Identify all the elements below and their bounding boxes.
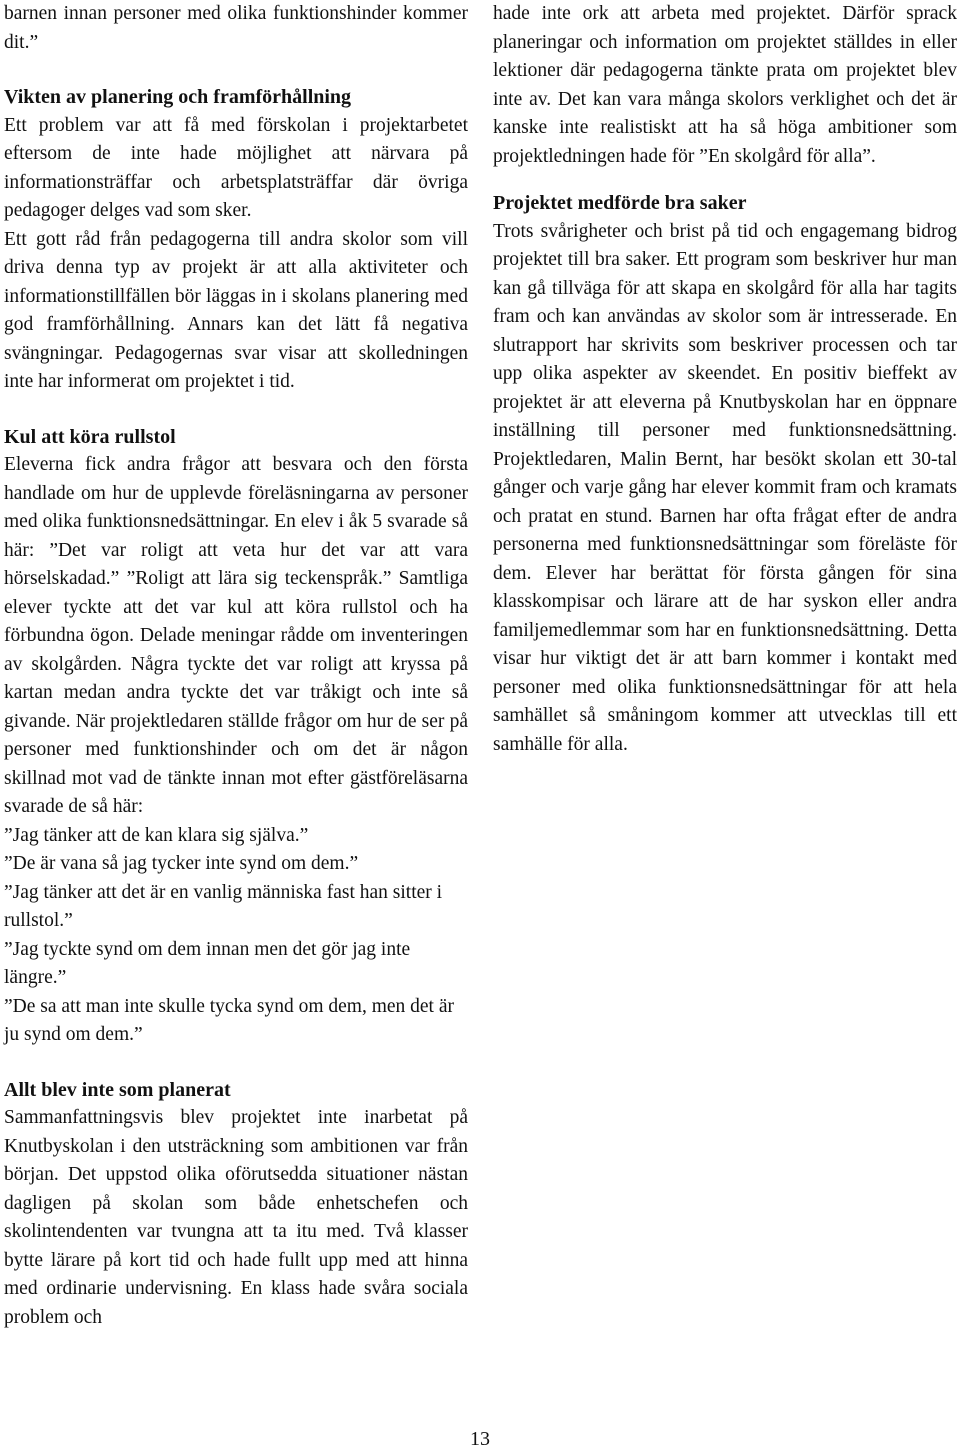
section-heading-not-as-planned: Allt blev inte som planerat [4, 1078, 231, 1101]
paragraph-planning-1: Ett problem var att få med förskolan i projektarbetet eftersom de inte hade möjlighet att närvara på informationsträffar och arbetsplatsträffar där övriga pedagoger delges vad som sker. [4, 114, 468, 221]
right-column [493, 0, 957, 759]
section-heading-planning: Vikten av planering och framförhållning [4, 86, 352, 108]
quote-3: ”Jag tänker att det är en vanlig människa fast han sitter i rullstol.” [4, 881, 443, 931]
quote-2: ”De är vana så jag tycker inte synd om dem.” [4, 853, 359, 874]
paragraph-wheelchair: Eleverna fick andra frågor att besvara och den första handlade om hur de upplevde föreläsningarna av personer med olika funktionsnedsättningar. En elev i åk 5 svarade så här: ”Det var roligt att veta hur det var att vara hörselskadad.” ”Roligt att lära sig teckenspråk.” Samtliga elever tyckte att det var kul att köra rullstol och ha förbundna ögon. Delade meningar rådde om inventeringen av skolgården. Några tyckte det var roligt att kryssa på kartan medan andra tyckte det var tråkigt och inte så givande. När projektledaren ställde frågor om hur de ser på personer med funktionshinder och om det är någon skillnad mot vad de tänkte innan mot efter gästföreläsarna svarade de så här: [4, 454, 468, 817]
paragraph-planning-2: Ett gott råd från pedagogerna till andra skolor som vill driva denna typ av projekt är att alla aktiviteter och informationstillfällen bör läggas in i skolans planering med god framförhållning. Annars kan det lätt få negativa svängningar. Pedagogernas svar visar att skolledningen inte har informerat om projektet i tid. [4, 228, 468, 392]
page-number: 13 [470, 1428, 490, 1450]
intro-paragraph: barnen innan personer med olika funktionshinder kommer dit.” [4, 3, 468, 53]
quote-4: ”Jag tyckte synd om dem innan men det gör jag inte längre.” [4, 938, 411, 988]
section-heading-wheelchair: Kul att köra rullstol [4, 425, 176, 448]
quote-1: ”Jag tänker att de kan klara sig själva.” [4, 824, 309, 846]
quote-5: ”De sa att man inte skulle tycka synd om dem, men det är ju synd om dem.” [4, 995, 454, 1045]
left-column [4, 0, 468, 1332]
continued-paragraph: hade inte ork att arbeta med projektet. Därför sprack planeringar och information om projektet ställdes in eller lektioner där pedagogerna tänkte prata om projektet blev inte av. Det kan vara många skolors verklighet och det är kanske inte realistiskt att ha så höga ambitioner som projektledningen hade för ”En skolgård för alla”. [493, 3, 957, 167]
paragraph-not-as-planned: Sammanfattningsvis blev projektet inte inarbetat på Knutbyskolan i den utsträckning som ambitionen var från början. Det uppstod olika oförutsedda situationer nästan dagligen på skolan som både enhetschefen och skolintendenten var tvungna att ta itu med. Två klasser bytte lärare på kort tid och hade fullt upp med att hinna med ordinarie undervisning. En klass hade svåra sociala problem och [4, 1107, 468, 1328]
section-heading-good-things: Projektet medförde bra saker [493, 192, 747, 214]
paragraph-good-things: Trots svårigheter och brist på tid och engagemang bidrog projektet till bra saker. Ett program som beskriver hur man kan gå tillväga för att skapa en skolgård för alla har tagits fram och kan användas av skolor som är intresserade. En slutrapport har skrivits som beskriver processen och tar upp olika aspekter av skeendet. En positiv bieffekt av projektet är att eleverna på Knutbyskolan har en öppnare inställning till personer med funktionsnedsättning. Projektledaren, Malin Bernt, har besökt skolan ett 30-tal gånger och varje gång har elever kommit fram och kramats och pratat en stund. Barnen har ofta frågat efter de andra personerna med funktionsnedsättningar som föreläste för dem. Elever har berättat för första gången för sina klasskompisar och lärare att de har syskon eller andra familjemedlemmar som har en funktionsnedsättning. Detta visar hur viktigt det är att barn kommer i kontakt med personer med olika funktionsnedsättningar för att hela samhället så småningom kommer att utvecklas till ett samhälle för alla. [493, 220, 957, 755]
